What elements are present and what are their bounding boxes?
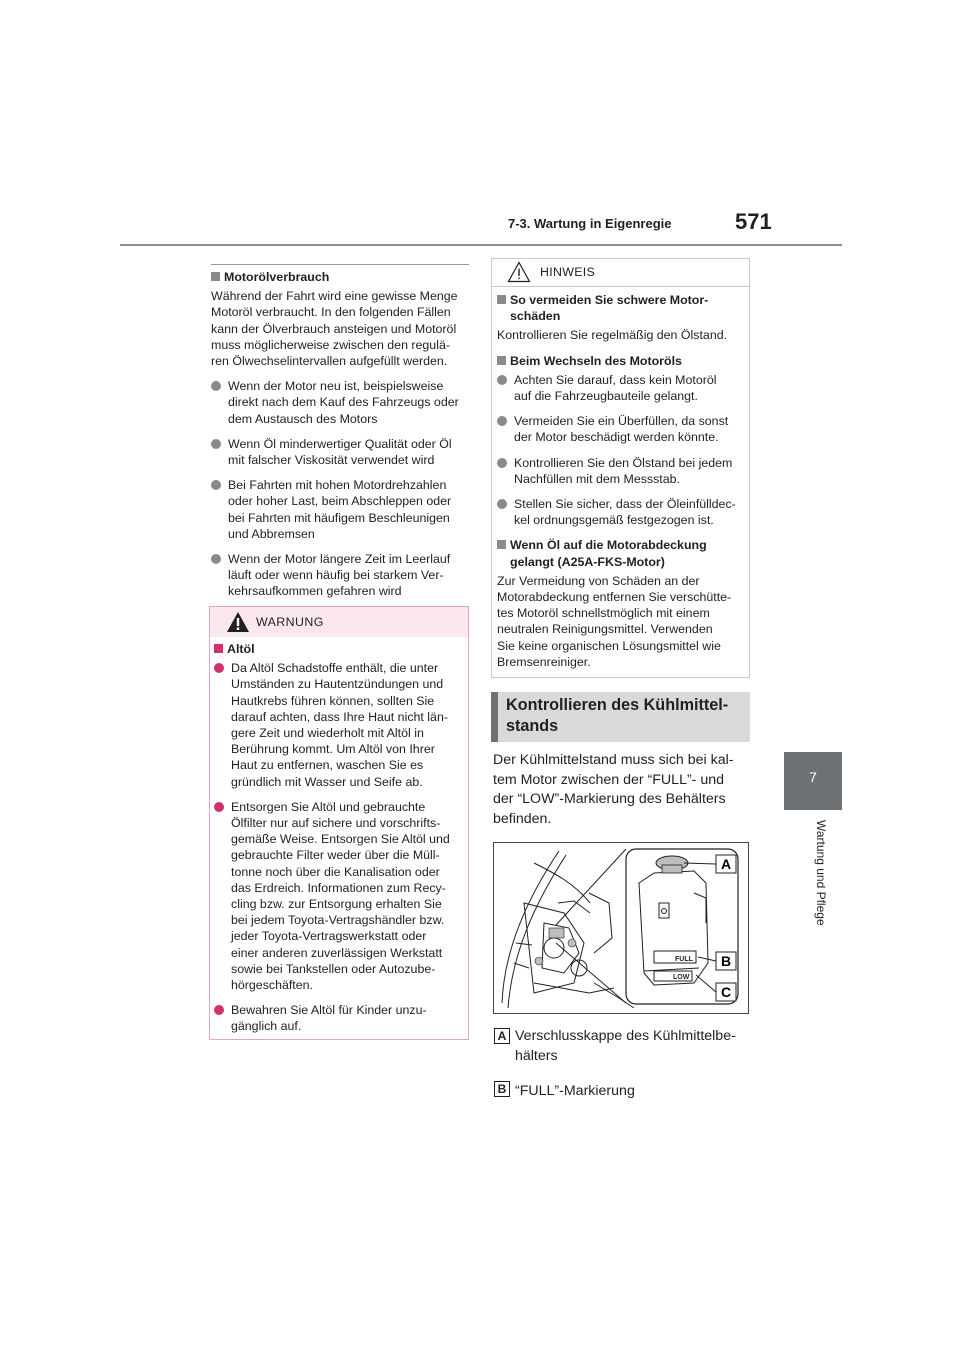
caution-icon [507, 261, 531, 283]
warning-content [214, 641, 464, 1035]
square-bullet-icon [214, 644, 223, 653]
callout-label-b: B [720, 953, 732, 969]
list-item: Wenn der Motor längere Zeit im Leerlauf läuft oder wenn häufig bei starkem Ver- kehrsaufkommen gefahren wird [211, 551, 469, 600]
list-item: Bewahren Sie Altöl für Kinder unzu- gänglich auf. [214, 1002, 464, 1034]
warning-title: WARNUNG [256, 615, 324, 629]
legend-key-b: B [494, 1081, 510, 1097]
warning-subheading: Altöl [214, 641, 464, 657]
bullet-dot-icon [497, 499, 507, 509]
list-item: Achten Sie darauf, dass kein Motoröl auf die Fahrzeugbauteile gelangt. [497, 372, 747, 404]
legend-text-b: “FULL”-Markierung [515, 1083, 635, 1099]
callout-label-c: C [720, 984, 732, 1000]
list-item: Entsorgen Sie Altöl und gebrauchte Ölfilter nur auf sichere und vorschrifts- gemäße Weise. Entsorgen Sie Altöl und gebrauchte Filter weder über die Müll- tonne noch über die Kanalisation oder das Erdreich. Informationen zum Recy- cling bzw. zur Entsorgung erhalten Sie bei jedem Toyota-Vertragshändler bzw. jeder Toyota-Vertragswerkstatt oder einer anderen zuverlässigen Werkstatt sowie bei Tankstellen oder Autozube- hörgeschäften. [214, 799, 464, 993]
chapter-number: 7 [809, 769, 817, 785]
oil-consumption-heading: Motorölverbrauch [211, 269, 469, 285]
list-item: Wenn der Motor neu ist, beispielsweise direkt nach dem Kauf des Fahrzeugs oder dem Austausch des Motors [211, 378, 469, 427]
notice-heading: So vermeiden Sie schwere Motor- schäden [497, 292, 747, 324]
low-mark-text: LOW [673, 974, 690, 981]
square-bullet-icon [497, 540, 506, 549]
bullet-dot-icon [214, 802, 224, 812]
notice-paragraph: Kontrollieren Sie regelmäßig den Ölstand. [497, 328, 728, 343]
list-item: Kontrollieren Sie den Ölstand bei jedem Nachfüllen mit dem Messstab. [497, 455, 747, 487]
notice-heading: Beim Wechseln des Motoröls [497, 353, 747, 369]
square-bullet-icon [211, 272, 220, 281]
callout-label-a: A [720, 856, 732, 872]
section-heading-bar [491, 692, 498, 742]
bullet-dot-icon [211, 439, 221, 449]
section-heading: Kontrollieren des Kühlmittel- stands [506, 696, 729, 735]
bullet-dot-icon [214, 663, 224, 673]
square-bullet-icon [497, 295, 506, 304]
warning-icon [226, 611, 250, 633]
section-title: 7-3. Wartung in Eigenregie [508, 216, 672, 231]
notice-content [497, 292, 747, 670]
notice-paragraph: Zur Vermeidung von Schäden an der Motorabdeckung entfernen Sie verschütte- tes Motoröl schnellstmöglich mit einem neutralen Reinigungsmittel. Verwenden Sie keine organischen Lösungsmittel wie Bremsenreiniger. [497, 573, 732, 669]
bullet-dot-icon [497, 375, 507, 385]
bullet-dot-icon [211, 480, 221, 490]
engine-bay-drawing [494, 843, 748, 1013]
coolant-paragraph: Der Kühlmittelstand muss sich bei kal- tem Motor zwischen der “FULL”- und der “LOW”-Markierung des Behälters befinden. [493, 752, 734, 827]
legend-key-a: A [494, 1028, 510, 1044]
header-rule [120, 244, 842, 246]
coolant-reservoir-illustration [493, 842, 749, 1014]
bullet-dot-icon [214, 1005, 224, 1015]
list-item: Vermeiden Sie ein Überfüllen, da sonst der Motor beschädigt werden könnte. [497, 413, 747, 445]
bullet-dot-icon [497, 416, 507, 426]
list-item: Stellen Sie sicher, dass der Öleinfülldec- kel ordnungsgemäß festgezogen ist. [497, 496, 747, 528]
notice-title: HINWEIS [540, 265, 596, 279]
list-item: Bei Fahrten mit hohen Motordrehzahlen oder hoher Last, beim Abschleppen oder bei Fahrten mit häufigem Beschleunigen und Abbremsen [211, 477, 469, 542]
list-item: Da Altöl Schadstoffe enthält, die unter Umständen zu Hautentzündungen und Hautkrebs führen können, sollten Sie darauf achten, dass Ihre Haut nicht län- gere Zeit und wiederholt mit Altöl in Berührung kommt. Um Altöl von Ihrer Haut zu entfernen, waschen Sie es gründlich mit Wasser und Seife ab. [214, 660, 464, 790]
bullet-dot-icon [211, 554, 221, 564]
notice-heading: Wenn Öl auf die Motorabdeckung gelangt (A25A-FKS-Motor) [497, 537, 747, 569]
oil-consumption-block [211, 269, 469, 600]
section-rule [211, 264, 469, 265]
square-bullet-icon [497, 356, 506, 365]
bullet-dot-icon [211, 381, 221, 391]
oil-consumption-intro: Während der Fahrt wird eine gewisse Menge Motoröl verbraucht. In den folgenden Fällen kann der Ölverbrauch ansteigen und Motoröl muss möglicherweise zwischen den regulä- ren Ölwechselintervallen aufgefüllt werden. [211, 289, 458, 369]
page-number: 571 [735, 209, 772, 234]
list-item: Wenn Öl minderwertiger Qualität oder Öl mit falscher Viskosität verwendet wird [211, 436, 469, 468]
legend-text-a: Verschlusskappe des Kühlmittelbe- hälters [515, 1028, 736, 1064]
bullet-dot-icon [497, 458, 507, 468]
chapter-label: Wartung und Pflege [814, 820, 828, 926]
full-mark-text: FULL [675, 956, 693, 963]
